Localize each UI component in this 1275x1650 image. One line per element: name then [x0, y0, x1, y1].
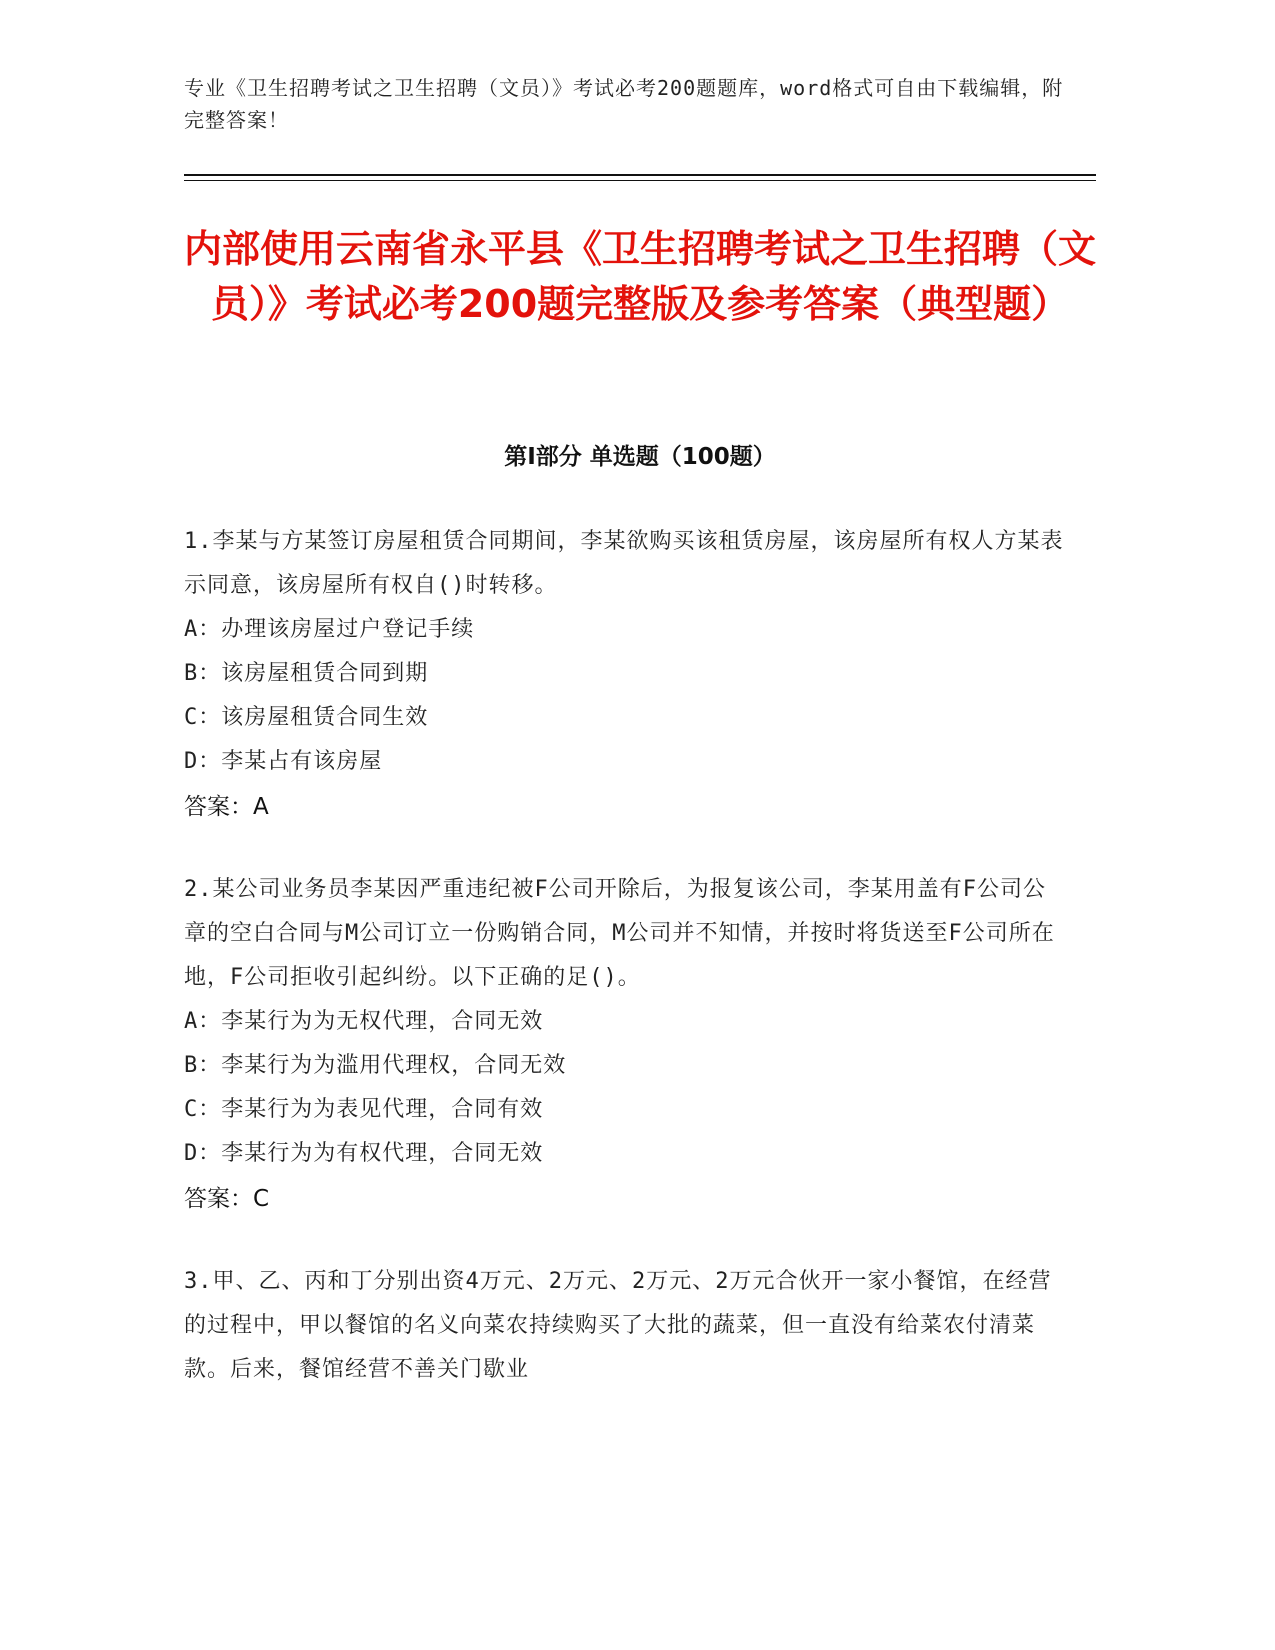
header-rule-thin	[184, 180, 1096, 181]
question-2	[184, 868, 1064, 1222]
header-rule-thick	[184, 174, 1096, 176]
section-heading: 第Ⅰ部分 单选题（100题）	[504, 444, 776, 470]
question-stem: 3.甲、乙、丙和丁分别出资4万元、2万元、2万元、2万元合伙开一家小餐馆，在经营的过程中，甲以餐馆的名义向菜农持续购买了大批的蔬菜，但一直没有给菜农付清菜款。后来，餐馆经营不善关门歇业	[184, 1269, 1052, 1382]
option-b: B：李某行为为滥用代理权，合同无效	[184, 1053, 567, 1078]
option-c: C：该房屋租赁合同生效	[184, 705, 429, 730]
option-d: D：李某行为为有权代理，合同无效	[184, 1141, 544, 1166]
answer-line: 答案：C	[184, 1186, 270, 1212]
option-a: A：办理该房屋过户登记手续	[184, 617, 475, 642]
option-c: C：李某行为为表见代理，合同有效	[184, 1097, 544, 1122]
document-title: 内部使用云南省永平县《卫生招聘考试之卫生招聘（文员）》考试必考200题完整版及参考答案（典型题）	[184, 227, 1097, 326]
question-1	[184, 520, 1064, 830]
option-b: B：该房屋租赁合同到期	[184, 661, 429, 686]
question-stem: 1.李某与方某签订房屋租赁合同期间，李某欲购买该租赁房屋，该房屋所有权人方某表示同意，该房屋所有权自()时转移。	[184, 529, 1064, 598]
header-note: 专业《卫生招聘考试之卫生招聘（文员）》考试必考200题题库，word格式可自由下载编辑，附完整答案！	[184, 76, 1064, 132]
option-d: D：李某占有该房屋	[184, 749, 383, 774]
answer-line: 答案：A	[184, 794, 269, 820]
question-3	[184, 1260, 1064, 1392]
question-stem: 2.某公司业务员李某因严重违纪被F公司开除后，为报复该公司，李某用盖有F公司公章的空白合同与M公司订立一份购销合同，M公司并不知情，并按时将货送至F公司所在地，F公司拒收引起纠纷。以下正确的足()。	[184, 877, 1055, 990]
question-list	[184, 520, 1064, 1430]
option-a: A：李某行为为无权代理，合同无效	[184, 1009, 544, 1034]
